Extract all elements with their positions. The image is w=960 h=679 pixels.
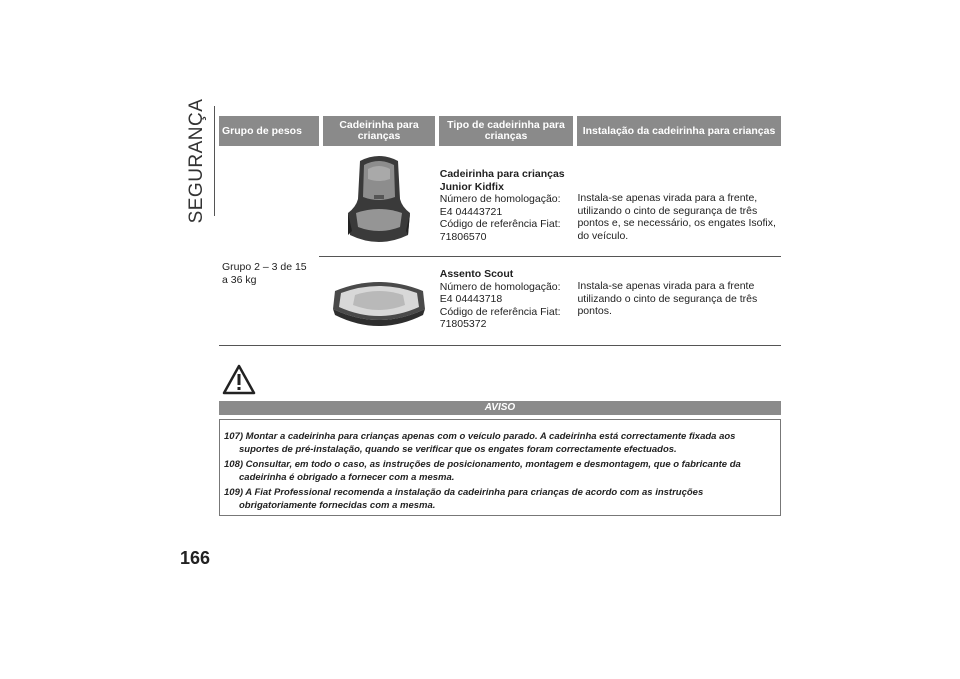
weight-group-cell: Grupo 2 – 3 de 15 a 36 kg bbox=[222, 261, 307, 286]
homologation-label: Número de homologação: bbox=[439, 280, 561, 293]
homologation-value: E4 04443721 bbox=[439, 205, 503, 218]
homologation-label: Número de homologação: bbox=[439, 193, 561, 205]
reference-label: Código de referência Fiat: bbox=[439, 218, 561, 230]
header-installation: Instalação da cadeirinha para crianças bbox=[582, 124, 776, 137]
booster-cushion-seat-icon bbox=[329, 269, 429, 333]
section-rule bbox=[214, 106, 215, 216]
header-seat-type: Tipo de cadeirinha para crianças bbox=[447, 119, 565, 142]
warning-item: 108) Consultar, em todo o caso, as instruções de posicionamento, montagem e desmontagem, que o fabricante da cadeirinha é obrigado a fornecer com a mesma. bbox=[224, 459, 741, 483]
warning-box bbox=[219, 419, 781, 516]
seat-image-junior-kidfix bbox=[319, 146, 439, 256]
high-back-booster-seat-icon bbox=[344, 151, 414, 251]
warning-triangle-icon bbox=[222, 364, 256, 396]
table-header bbox=[219, 116, 781, 146]
seat-type-cell bbox=[439, 256, 578, 345]
page-number: 166 bbox=[180, 548, 211, 568]
installation-cell: Instala-se apenas virada para a frente, utilizando o cinto de segurança de três pontos e, se necessário, os engates Isofix, do veículo. bbox=[577, 192, 776, 242]
seat-type-cell bbox=[439, 146, 578, 256]
warning-item: 107) Montar a cadeirinha para crianças apenas com o veículo parado. A cadeirinha está correctamente fixada aos suportes de pré-instalação, quando se verificar que os engates foram correctamente efectuados. bbox=[224, 431, 736, 455]
section-title bbox=[180, 98, 214, 223]
seat-name: Assento Scout bbox=[439, 268, 514, 280]
seat-name: Cadeirinha para crianças Junior Kidfix bbox=[439, 168, 565, 193]
table-body bbox=[219, 146, 781, 346]
table-row bbox=[319, 256, 781, 345]
warning-item: 109) A Fiat Professional recomenda a instalação da cadeirinha para crianças de acordo com as instruções obrigatoriamente fornecidas com a mesma. bbox=[224, 487, 704, 511]
table-row bbox=[319, 146, 781, 257]
homologation-value: E4 04443718 bbox=[439, 293, 503, 305]
installation-cell: Instala-se apenas virada para a frente utilizando o cinto de segurança de três pontos. bbox=[577, 280, 758, 317]
reference-value: 71805372 bbox=[439, 318, 487, 330]
reference-label: Código de referência Fiat: bbox=[439, 305, 561, 318]
header-child-seat: Cadeirinha para crianças bbox=[339, 119, 419, 142]
seat-image-scout bbox=[319, 256, 439, 345]
warning-title: AVISO bbox=[219, 401, 781, 415]
header-weight-group: Grupo de pesos bbox=[222, 124, 302, 137]
child-seat-table bbox=[219, 116, 781, 346]
section-title-text: SEGURANÇA bbox=[186, 98, 207, 223]
reference-value: 71806570 bbox=[439, 230, 487, 243]
